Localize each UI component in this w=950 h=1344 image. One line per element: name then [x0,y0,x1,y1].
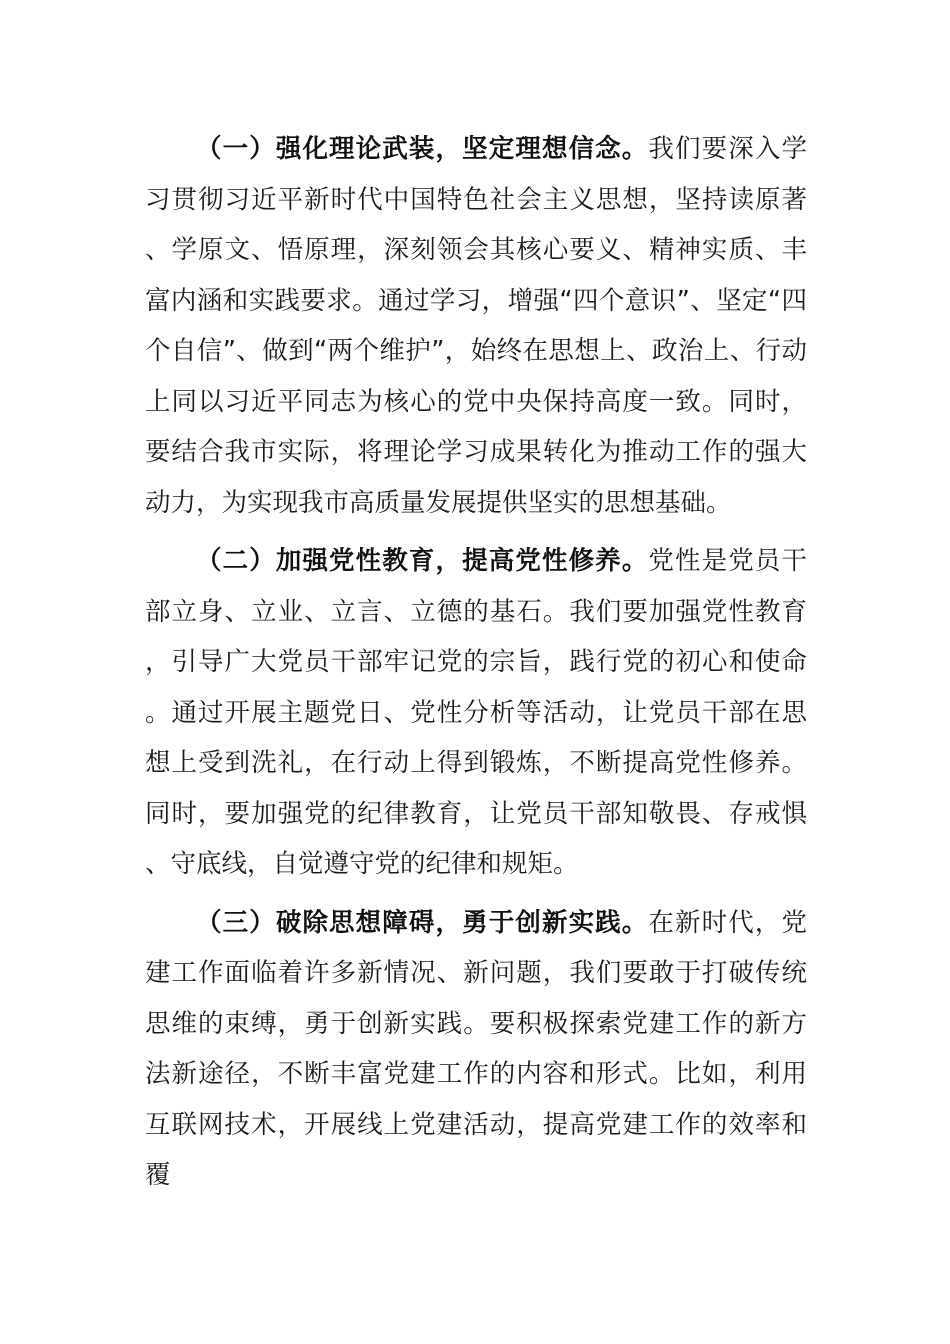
paragraph-3 [145,898,807,1201]
paragraph-3-text: 在新时代，党建工作面临着许多新情况、新问题，我们要敢于打破传统思维的束缚，勇于创新实践。要积极探索党建工作的新方法新途径，不断丰富党建工作的内容和形式。比如，利用互联网技术，开展线上党建活动，提高党建工作的效率和覆 [145,907,807,1190]
paragraph-3-heading: （三）破除思想障碍，勇于创新实践。 [196,907,649,938]
paragraph-1 [145,124,807,528]
paragraph-1-text: 我们要深入学习贯彻习近平新时代中国特色社会主义思想，坚持读原著、学原文、悟原理，深刻领会其核心要义、精神实质、丰富内涵和实践要求。通过学习，增强“四个意识”、坚定“四个自信”、做到“两个维护”，始终在思想上、政治上、行动上同以习近平同志为核心的党中央保持高度一致。同时，要结合我市实际，将理论学习成果转化为推动工作的强大动力，为实现我市高质量发展提供坚实的思想基础。 [145,134,807,518]
document-body [145,124,807,1201]
paragraph-2-heading: （二）加强党性教育，提高党性修养。 [196,546,649,576]
paragraph-2-text: 党性是党员干部立身、立业、立言、立德的基石。我们要加强党性教育，引导广大党员干部牢记党的宗旨，践行党的初心和使命。通过开展主题党日、党性分析等活动，让党员干部在思想上受到洗礼，在行动上得到锻炼，不断提高党性修养。同时，要加强党的纪律教育，让党员干部知敬畏、存戒惧、守底线，自觉遵守党的纪律和规矩。 [145,546,807,879]
paragraph-1-heading: （一）强化理论武装，坚定理想信念。 [196,134,649,164]
paragraph-2 [145,536,807,890]
